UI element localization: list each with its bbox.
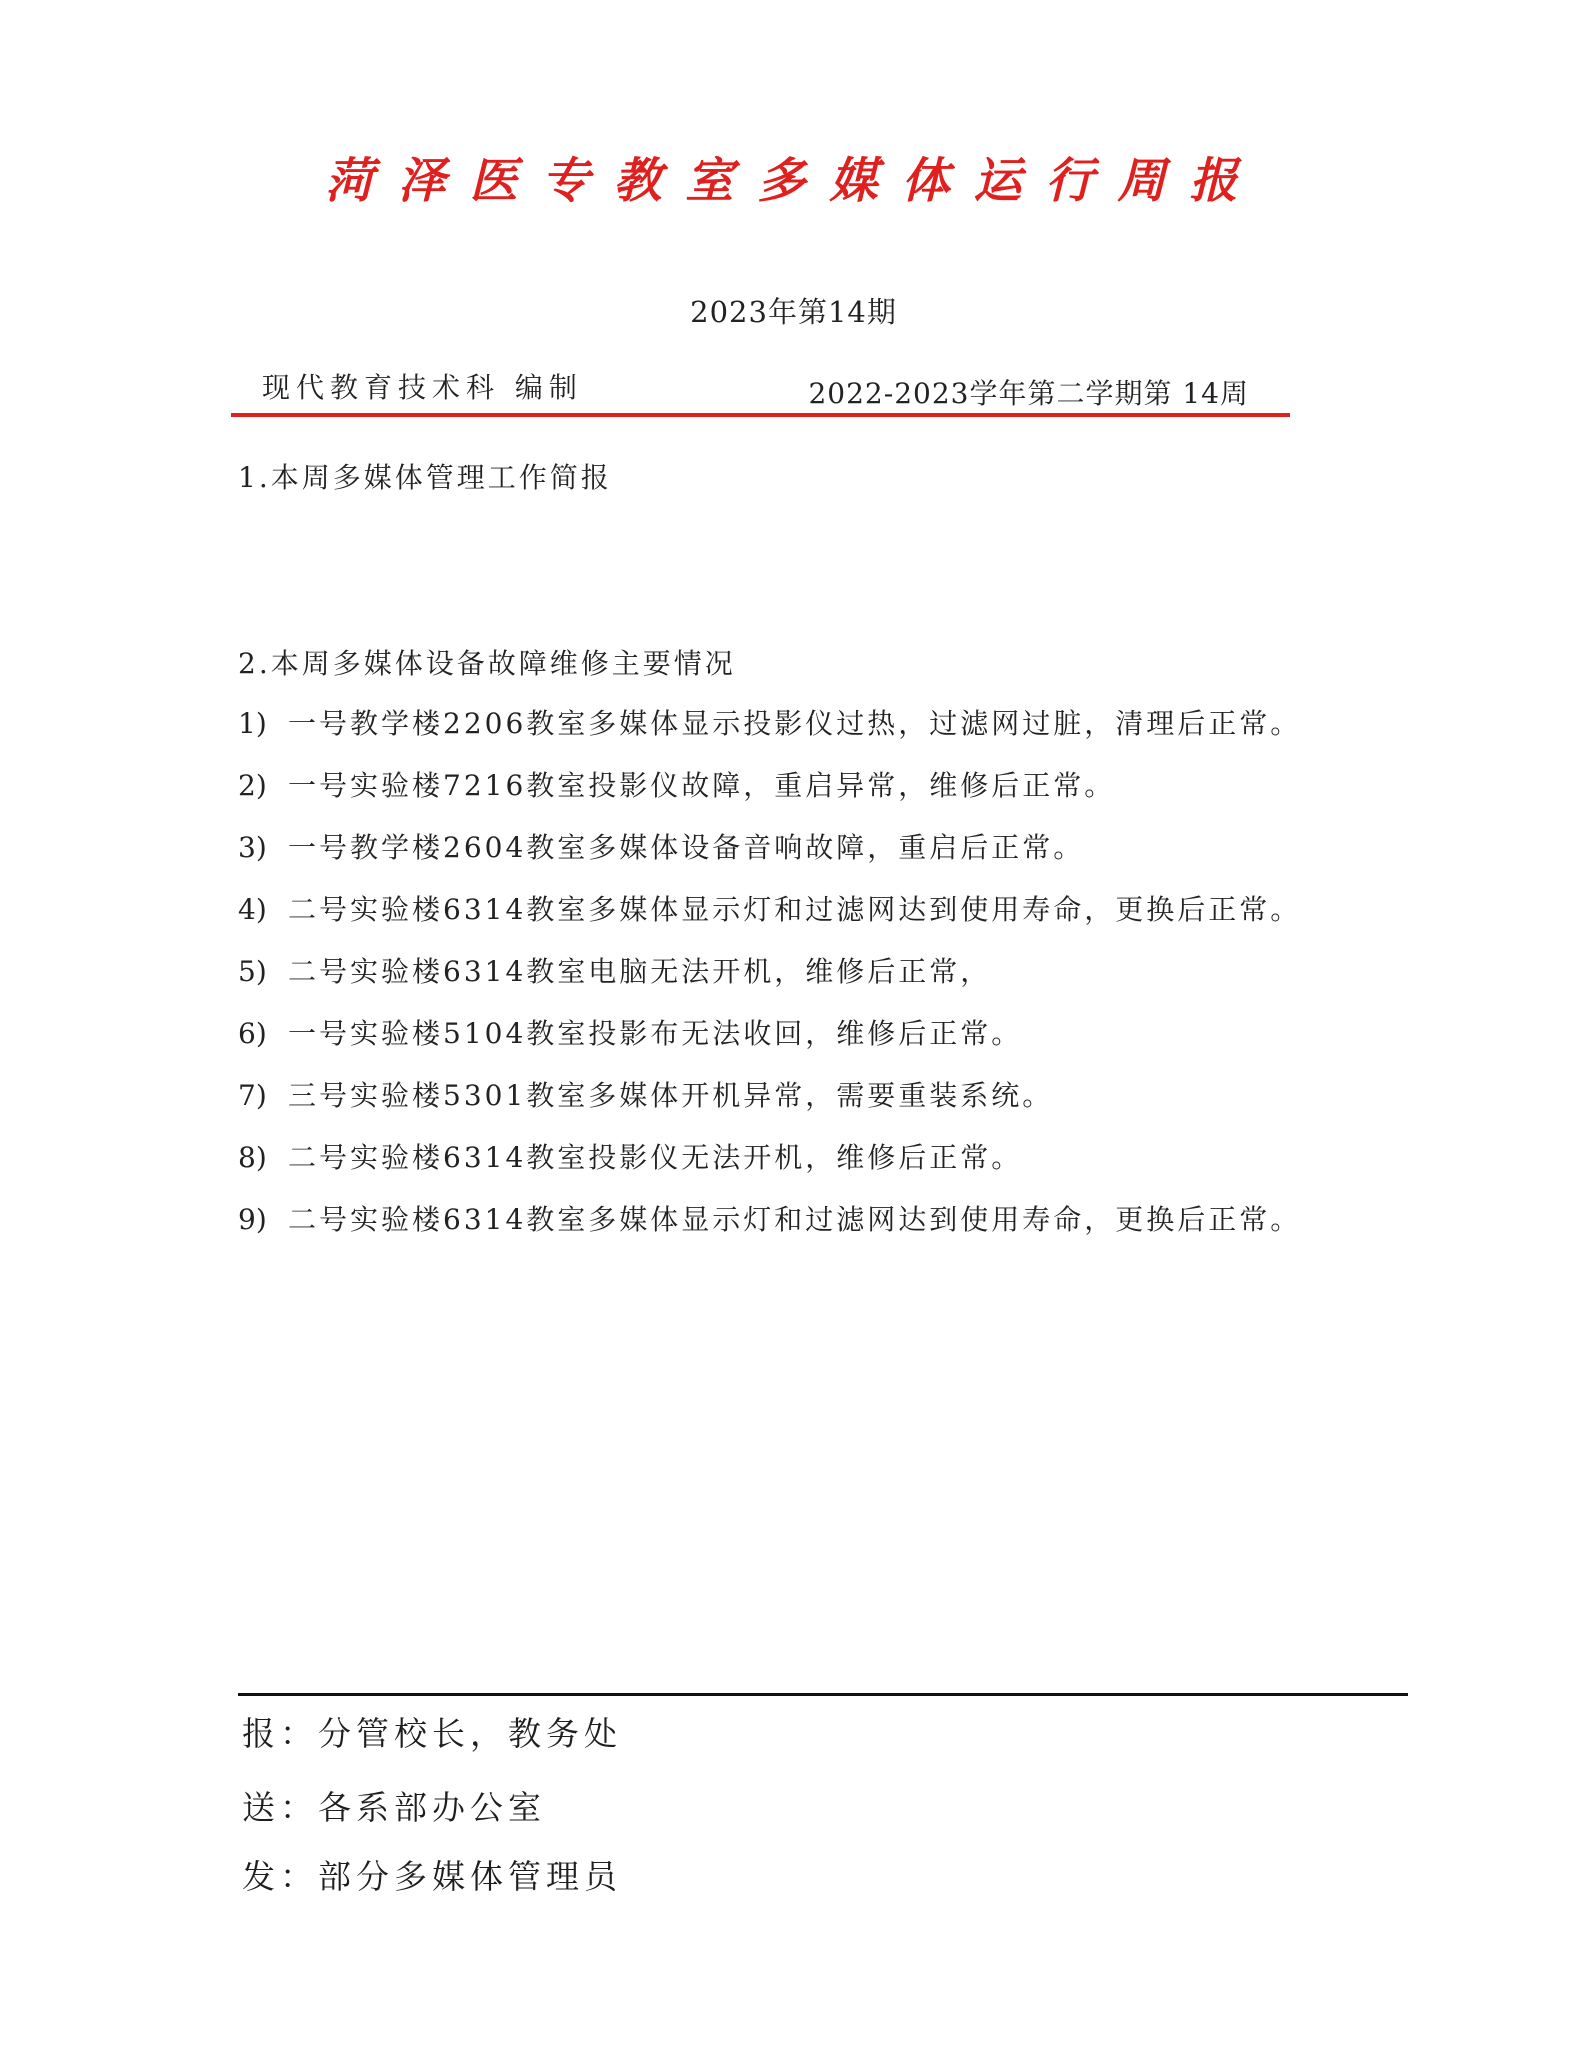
- list-item: [238, 1138, 1301, 1200]
- issue-number: 2023年第14期: [690, 295, 897, 329]
- fault-text: 二号实验楼6314教室多媒体显示灯和过滤网达到使用寿命，更换后正常。: [288, 1203, 1302, 1236]
- fault-text: 一号教学楼2206教室多媒体显示投影仪过热，过滤网过脏，清理后正常。: [288, 707, 1302, 740]
- fault-number: 1): [238, 707, 267, 740]
- list-item: [238, 952, 1301, 1014]
- fault-text: 二号实验楼6314教室电脑无法开机，维修后正常，: [288, 955, 992, 988]
- academic-week: 2022-2023学年第二学期第 14周: [808, 377, 1249, 410]
- list-item: [238, 704, 1301, 766]
- fault-number: 2): [238, 769, 267, 802]
- fault-number: 9): [238, 1203, 267, 1236]
- fault-number: 5): [238, 955, 267, 988]
- fault-number: 3): [238, 831, 267, 864]
- list-item: [238, 1076, 1301, 1138]
- fault-list: [238, 704, 1301, 1262]
- fault-text: 一号实验楼7216教室投影仪故障，重启异常，维修后正常。: [288, 769, 1116, 802]
- fault-number: 6): [238, 1017, 267, 1050]
- editor-department: 现代教育技术科 编制: [262, 371, 583, 404]
- fault-text: 一号实验楼5104教室投影布无法收回，维修后正常。: [288, 1017, 1023, 1050]
- header-divider-red: [231, 413, 1290, 417]
- send-to-line: 送：各系部办公室: [242, 1788, 546, 1827]
- fault-text: 二号实验楼6314教室多媒体显示灯和过滤网达到使用寿命，更换后正常。: [288, 893, 1302, 926]
- issue-to-line: 发：部分多媒体管理员: [242, 1857, 622, 1896]
- list-item: [238, 1200, 1301, 1262]
- fault-number: 7): [238, 1079, 267, 1112]
- fault-number: 8): [238, 1141, 267, 1174]
- fault-text: 一号教学楼2604教室多媒体设备音响故障，重启后正常。: [288, 831, 1085, 864]
- report-to-line: 报：分管校长，教务处: [242, 1714, 622, 1753]
- footer-divider: [238, 1693, 1408, 1696]
- list-item: [238, 828, 1301, 890]
- list-item: [238, 766, 1301, 828]
- fault-text: 二号实验楼6314教室投影仪无法开机，维修后正常。: [288, 1141, 1023, 1174]
- section-heading-work-brief: 1.本周多媒体管理工作简报: [238, 461, 612, 494]
- fault-text: 三号实验楼5301教室多媒体开机异常，需要重装系统。: [288, 1079, 1054, 1112]
- report-title: 菏泽医专教室多媒体运行周报: [325, 153, 1262, 209]
- list-item: [238, 890, 1301, 952]
- list-item: [238, 1014, 1301, 1076]
- section-heading-fault-repairs: 2.本周多媒体设备故障维修主要情况: [238, 647, 736, 680]
- fault-number: 4): [238, 893, 267, 926]
